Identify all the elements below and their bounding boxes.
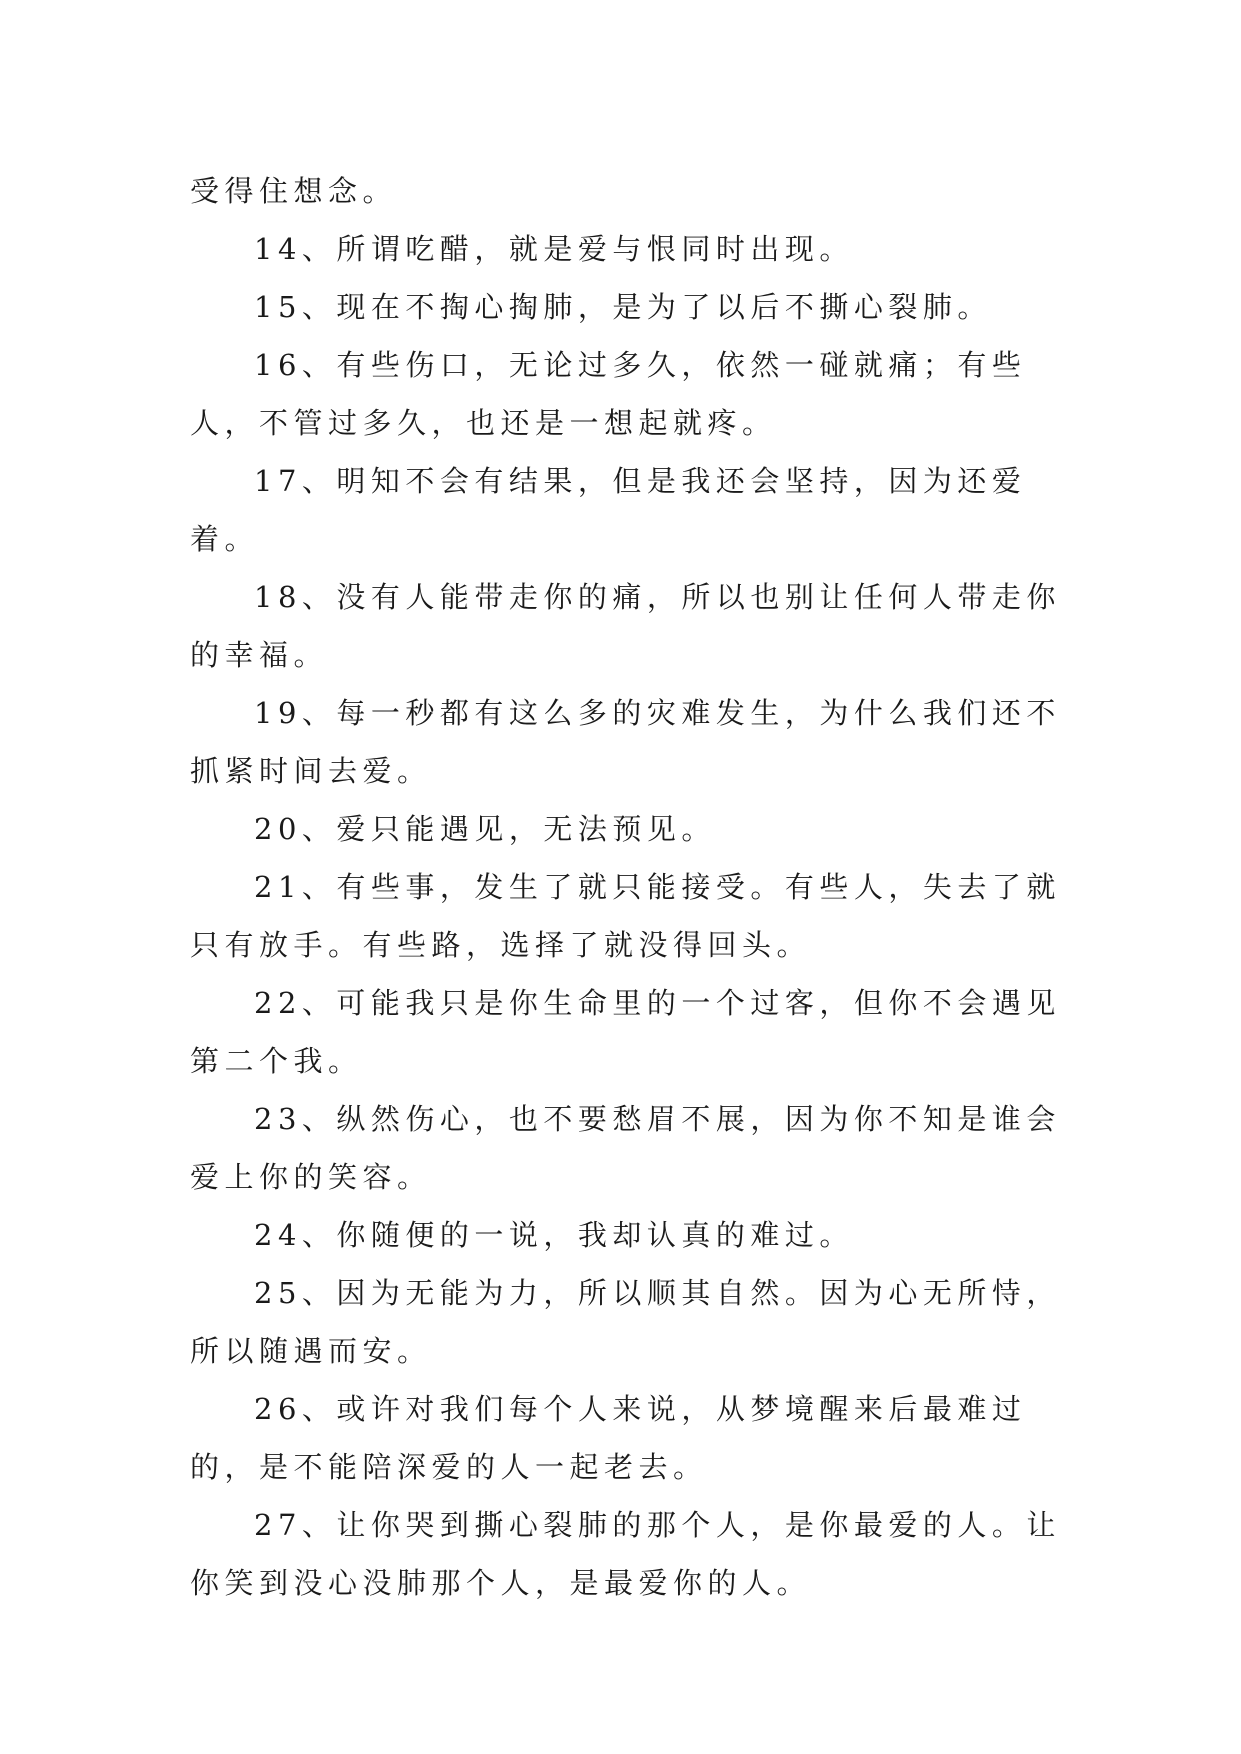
paragraph-27: 27、让你哭到撕心裂肺的那个人，是你最爱的人。让你笑到没心没肺那个人，是最爱你的人。	[190, 1508, 1061, 1600]
paragraph-22: 22、可能我只是你生命里的一个过客，但你不会遇见第二个我。	[190, 986, 1061, 1078]
document-body	[190, 162, 1070, 1612]
paragraph-26: 26、或许对我们每个人来说，从梦境醒来后最难过的，是不能陪深爱的人一起老去。	[190, 1392, 1027, 1484]
paragraph-0: 受得住想念。	[190, 174, 398, 208]
paragraph-19: 19、每一秒都有这么多的灾难发生，为什么我们还不抓紧时间去爱。	[190, 696, 1061, 788]
paragraph-21: 21、有些事，发生了就只能接受。有些人，失去了就只有放手。有些路，选择了就没得回头。	[190, 870, 1061, 962]
paragraph-14: 14、所谓吃醋，就是爱与恨同时出现。	[254, 232, 854, 266]
paragraph-16: 16、有些伤口，无论过多久，依然一碰就痛；有些人，不管过多久，也还是一想起就疼。	[190, 348, 1027, 440]
paragraph-23: 23、纵然伤心，也不要愁眉不展，因为你不知是谁会爱上你的笑容。	[190, 1102, 1061, 1194]
paragraph-25: 25、因为无能为力，所以顺其自然。因为心无所恃，所以随遇而安。	[190, 1276, 1061, 1368]
paragraph-20: 20、爱只能遇见，无法预见。	[254, 812, 716, 846]
paragraph-17: 17、明知不会有结果，但是我还会坚持，因为还爱着。	[190, 464, 1027, 556]
paragraph-18: 18、没有人能带走你的痛，所以也别让任何人带走你的幸福。	[190, 580, 1061, 672]
paragraph-15: 15、现在不掏心掏肺，是为了以后不撕心裂肺。	[254, 290, 992, 324]
paragraph-24: 24、你随便的一说，我却认真的难过。	[254, 1218, 854, 1252]
